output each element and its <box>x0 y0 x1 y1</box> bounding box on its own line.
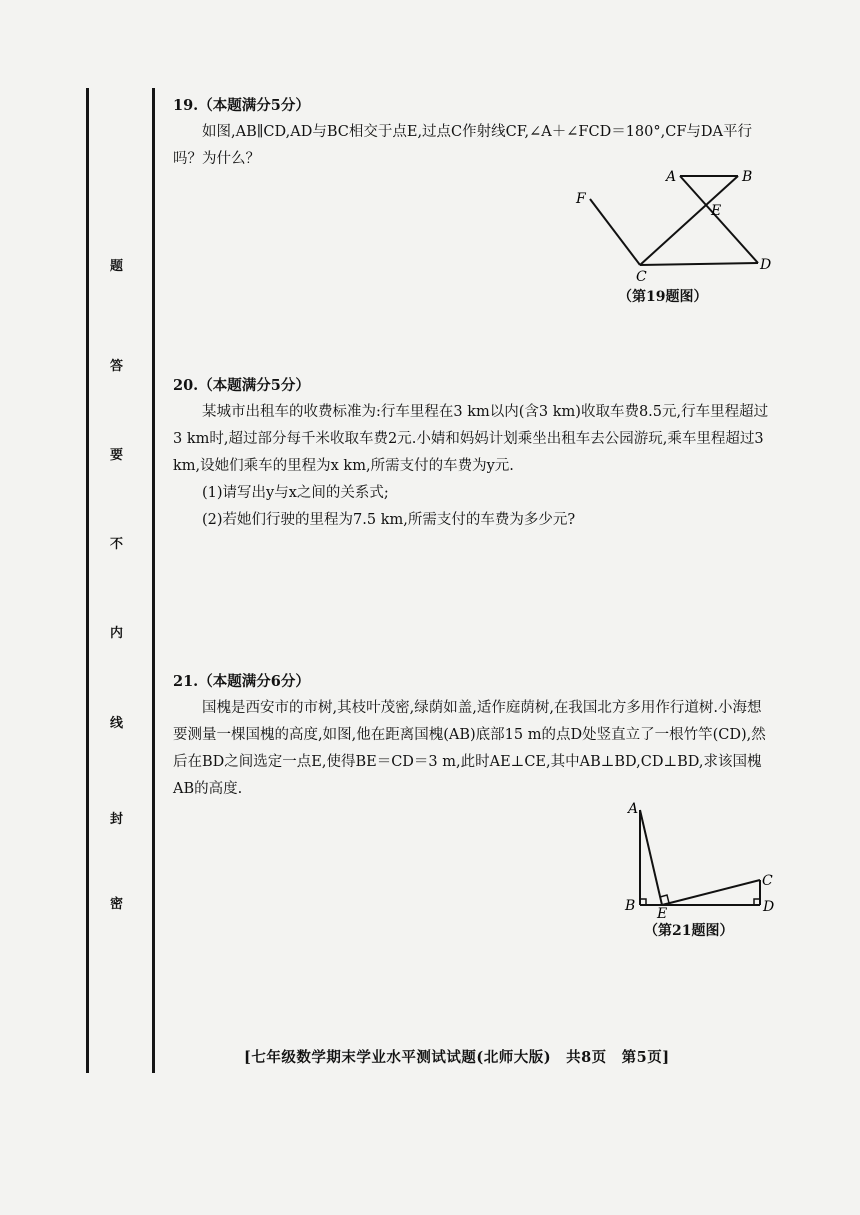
fig19-label-C: C <box>636 269 647 285</box>
fig21-label-E: E <box>657 906 668 920</box>
fig19-label-B: B <box>742 169 753 185</box>
margin-char-6: 线 <box>110 716 124 731</box>
question-19-heading: 19.（本题满分5分） <box>173 97 310 114</box>
question-20-part-2: (2)若她们行驶的里程为7.5 km,所需支付的车费为多少元? <box>202 512 576 528</box>
question-20-body: 某城市出租车的收费标准为:行车里程在3 km以内(含3 km)收取车费8.5元,行车里程超过3 km时,超过部分每千米收取车费2元.小婧和妈妈计划乘坐出租车去公园游玩,乘车里程超过3 km,设她们乘车的里程为x km,所需支付的车费为y元. <box>173 404 769 474</box>
margin-char-8: 密 <box>110 897 124 912</box>
fig19-label-D: D <box>760 257 772 273</box>
margin-char-4: 不 <box>110 537 124 552</box>
fig21-label-D: D <box>763 899 775 915</box>
fig19-label-F: F <box>576 191 586 207</box>
question-21 <box>173 668 773 803</box>
question-19-body: 如图,AB∥CD,AD与BC相交于点E,过点C作射线CF,∠A＋∠FCD＝180°,CF与DA平行吗？为什么？ <box>173 124 752 167</box>
page-footer: [七年级数学期末学业水平测试试题(北师大版) 共8页 第5页] <box>244 1049 670 1066</box>
figure-19-caption: （第19题图） <box>618 289 708 305</box>
figure-19 <box>570 165 780 290</box>
figure-21-caption: （第21题图） <box>644 923 734 939</box>
fig19-label-A: A <box>666 169 677 185</box>
question-21-body: 国槐是西安市的市树,其枝叶茂密,绿荫如盖,适作庭荫树,在我国北方多用作行道树.小海想要测量一棵国槐的高度,如图,他在距离国槐(AB)底部15 m的点D处竖直立了一根竹竿(CD),然后在BD之间选定一点E,使得BE＝CD＝3 m,此时AE⊥CE,其中AB⊥BD,CD⊥BD,求该国槐AB的高度. <box>173 700 766 797</box>
figure-21 <box>622 795 787 920</box>
margin-char-5: 内 <box>110 626 124 641</box>
question-21-heading: 21.（本题满分6分） <box>173 673 310 690</box>
margin-char-7: 封 <box>110 812 124 827</box>
binding-line-outer <box>86 88 89 1073</box>
fig19-label-E: E <box>711 203 722 219</box>
question-20 <box>173 372 773 534</box>
question-20-part-1: (1)请写出y与x之间的关系式; <box>202 485 389 501</box>
margin-char-3: 要 <box>110 448 124 463</box>
fig21-label-C: C <box>762 873 773 889</box>
margin-char-2: 答 <box>110 359 124 374</box>
fig21-label-A: A <box>628 801 639 817</box>
question-19 <box>173 92 773 173</box>
question-20-heading: 20.（本题满分5分） <box>173 377 310 394</box>
binding-line-inner <box>152 88 155 1073</box>
margin-char-1: 题 <box>110 259 124 274</box>
fig21-label-B: B <box>625 898 636 914</box>
